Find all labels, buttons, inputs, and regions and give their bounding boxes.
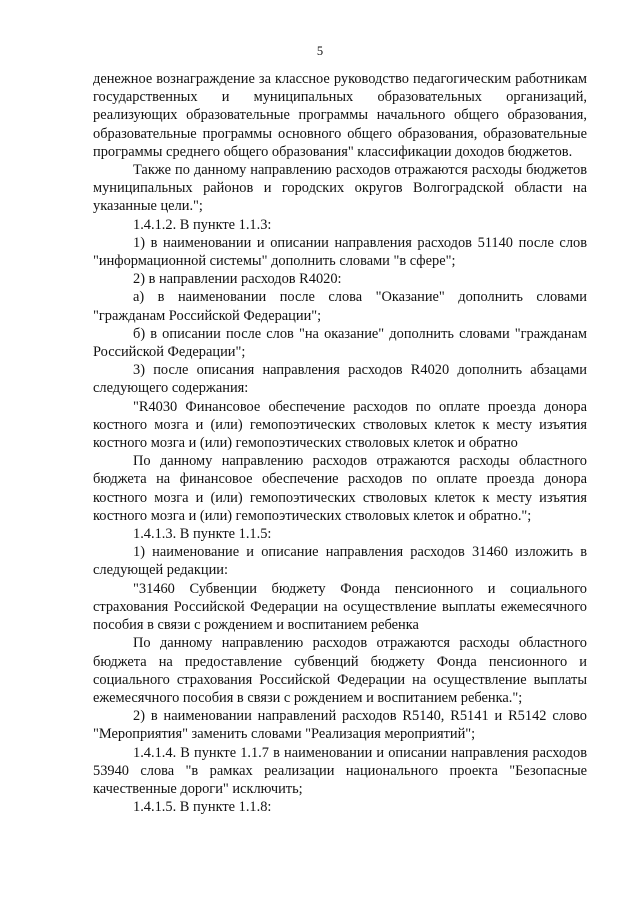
paragraph: По данному направлению расходов отражаются расходы областного бюджета на предоставление субвенций бюджету Фонда пенсионного и социального страхования Российской Федерации на осуществление выплаты ежемесячного пособия в связи с рождением и воспитанием ребенка.";: [93, 635, 587, 706]
paragraph: 1.4.1.3. В пункте 1.1.5:: [133, 526, 272, 543]
paragraph: "31460 Субвенции бюджету Фонда пенсионного и социального страхования Российской Федерации на осуществление выплаты ежемесячного пособия в связи с рождением и воспитанием ребенка: [93, 580, 587, 634]
paragraph: 1.4.1.2. В пункте 1.1.3:: [133, 216, 272, 233]
paragraph: б) в описании после слов "на оказание" дополнить словами "гражданам Российской Федерации";: [93, 325, 587, 361]
paragraph: По данному направлению расходов отражаются расходы областного бюджета на финансовое обеспечение расходов по оплате проезда донора костного мозга и (или) гемопоэтических стволовых клеток к месту изъятия костного мозга и (или) гемопоэтических стволовых клеток и обратно.";: [93, 453, 587, 524]
document-body: [93, 70, 587, 816]
paragraph: 1.4.1.4. В пункте 1.1.7 в наименовании и описании направления расходов 53940 слова "в рамках реализации национального проекта "Безопасные качественные дороги" исключить;: [93, 744, 587, 797]
paragraph: денежное вознаграждение за классное руководство педагогическим работникам государственных и муниципальных образовательных организаций, реализующих образовательные программы начального общего образования, образовательные программы основного общего образования, образовательные программы среднего общего образования" классификации доходов бюджетов.: [93, 71, 587, 160]
paragraph: 1) в наименовании и описании направления расходов 51140 после слов "информационной системы" дополнить словами "в сфере";: [93, 234, 587, 270]
paragraph: 1) наименование и описание направления расходов 31460 изложить в следующей редакции:: [93, 544, 587, 579]
paragraph: 2) в направлении расходов R4020:: [133, 271, 342, 288]
paragraph: "R4030 Финансовое обеспечение расходов по оплате проезда донора костного мозга и (или) гемопоэтических стволовых клеток к месту изъятия костного мозга и (или) гемопоэтических стволовых клеток и обратно: [93, 398, 587, 452]
paragraph: 3) после описания направления расходов R4020 дополнить абзацами следующего содержания:: [93, 362, 587, 397]
page-number: 5: [316, 44, 324, 58]
paragraph: а) в наименовании после слова "Оказание" дополнить словами "гражданам Российской Федерации";: [93, 289, 587, 324]
paragraph: 1.4.1.5. В пункте 1.1.8:: [133, 799, 272, 816]
paragraph: 2) в наименовании направлений расходов R5140, R5141 и R5142 слово "Мероприятия" заменить словами "Реализация мероприятий";: [93, 708, 587, 743]
paragraph: Также по данному направлению расходов отражаются расходы бюджетов муниципальных районов и городских округов Волгоградской области на указанные цели.";: [93, 162, 587, 215]
